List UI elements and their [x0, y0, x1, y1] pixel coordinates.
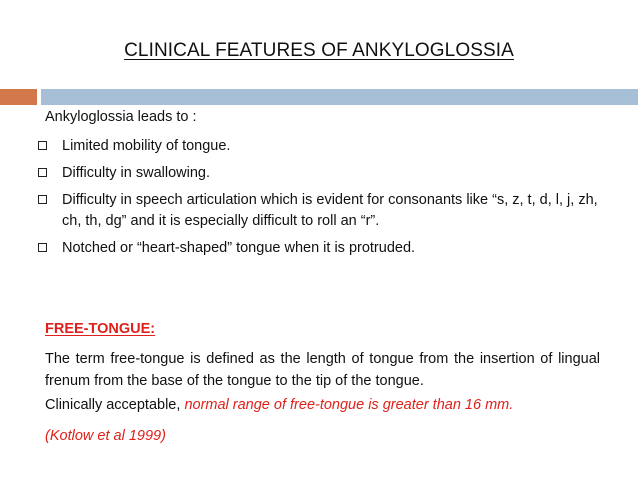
clinical-emphasis: normal range of free-tongue is greater than 16 mm.	[184, 397, 514, 413]
square-bullet-icon	[38, 168, 47, 177]
bullet-text: Difficulty in speech articulation which is evident for consonants like “s, z, t, d, l, j, zh, ch, th, dg” and it is especially difficult to roll an “r”.	[62, 192, 598, 229]
square-bullet-icon	[38, 195, 47, 204]
accent-bar-orange	[0, 89, 37, 105]
bullet-text: Notched or “heart-shaped” tongue when it is protruded.	[62, 240, 416, 256]
square-bullet-icon	[38, 141, 47, 150]
list-item	[38, 190, 608, 232]
bullet-text: Limited mobility of tongue.	[62, 138, 231, 154]
citation: (Kotlow et al 1999)	[45, 428, 166, 444]
accent-bar-blue	[41, 89, 638, 105]
clinical-range-text	[45, 397, 513, 413]
list-item	[38, 136, 608, 157]
free-tongue-heading: FREE-TONGUE:	[45, 321, 156, 337]
list-item	[38, 163, 608, 184]
free-tongue-definition: The term free-tongue is defined as the length of tongue from the insertion of lingual frenum from the base of the tongue to the tip of the tongue.	[45, 351, 600, 389]
bullet-list	[38, 136, 608, 265]
list-item	[38, 238, 608, 259]
clinical-prefix: Clinically acceptable,	[45, 397, 185, 413]
square-bullet-icon	[38, 243, 47, 252]
intro-text: Ankyloglossia leads to :	[45, 109, 197, 125]
bullet-text: Difficulty in swallowing.	[62, 165, 211, 181]
slide-title: CLINICAL FEATURES OF ANKYLOGLOSSIA	[124, 40, 514, 61]
